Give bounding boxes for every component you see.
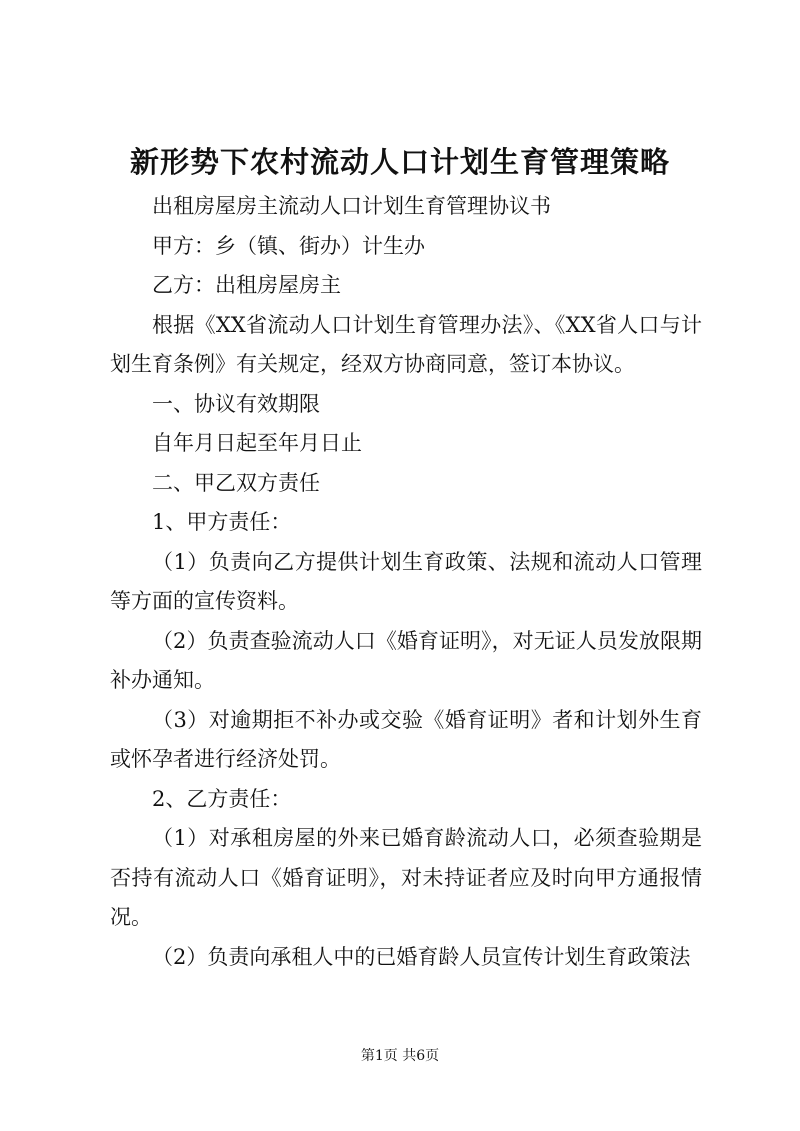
document-title: 新形势下农村流动人口计划生育管理策略: [129, 145, 670, 179]
paragraph-party-b-duty-1: （1）对承租房屋的外来已婚育龄流动人口，必须查验期是否持有流动人口《婚育证明》，对未持证者应及时向甲方通报情况。: [110, 826, 702, 929]
paragraph-party-a: 甲方：乡（镇、街办）计生办: [152, 233, 425, 258]
paragraph-validity: 自年月日起至年月日止: [152, 431, 362, 455]
paragraph-party-b-duty-2: （2）负责向承租人中的已婚育龄人员宣传计划生育政策法: [152, 944, 691, 969]
paragraph-section-2-heading: 二、甲乙双方责任: [152, 470, 320, 495]
paragraph-party-a-duty-heading: 1、甲方责任：: [152, 510, 292, 534]
paragraph-basis: 根据《XX省流动人口计划生育管理办法》、《XX省人口与计划生育条例》有关规定，经双方协商同意，签订本协议。: [110, 312, 702, 376]
paragraph-section-1-heading: 一、协议有效期限: [152, 391, 320, 416]
paragraph-agreement-name: 出租房屋房主流动人口计划生育管理协议书: [152, 194, 551, 218]
paragraph-party-a-duty-2: （2）负责查验流动人口《婚育证明》，对无证人员发放限期补办通知。: [110, 628, 702, 692]
paragraph-party-b-duty-heading: 2、乙方责任：: [152, 786, 292, 811]
document-body: [110, 187, 702, 977]
page-number-footer: 第1页 共6页: [360, 1048, 440, 1064]
paragraph-party-b: 乙方：出租房屋房主: [152, 273, 341, 297]
paragraph-party-a-duty-3: （3）对逾期拒不补办或交验《婚育证明》者和计划外生育或怀孕者进行经济处罚。: [110, 707, 702, 771]
paragraph-party-a-duty-1: （1）负责向乙方提供计划生育政策、法规和流动人口管理等方面的宣传资料。: [110, 549, 702, 613]
